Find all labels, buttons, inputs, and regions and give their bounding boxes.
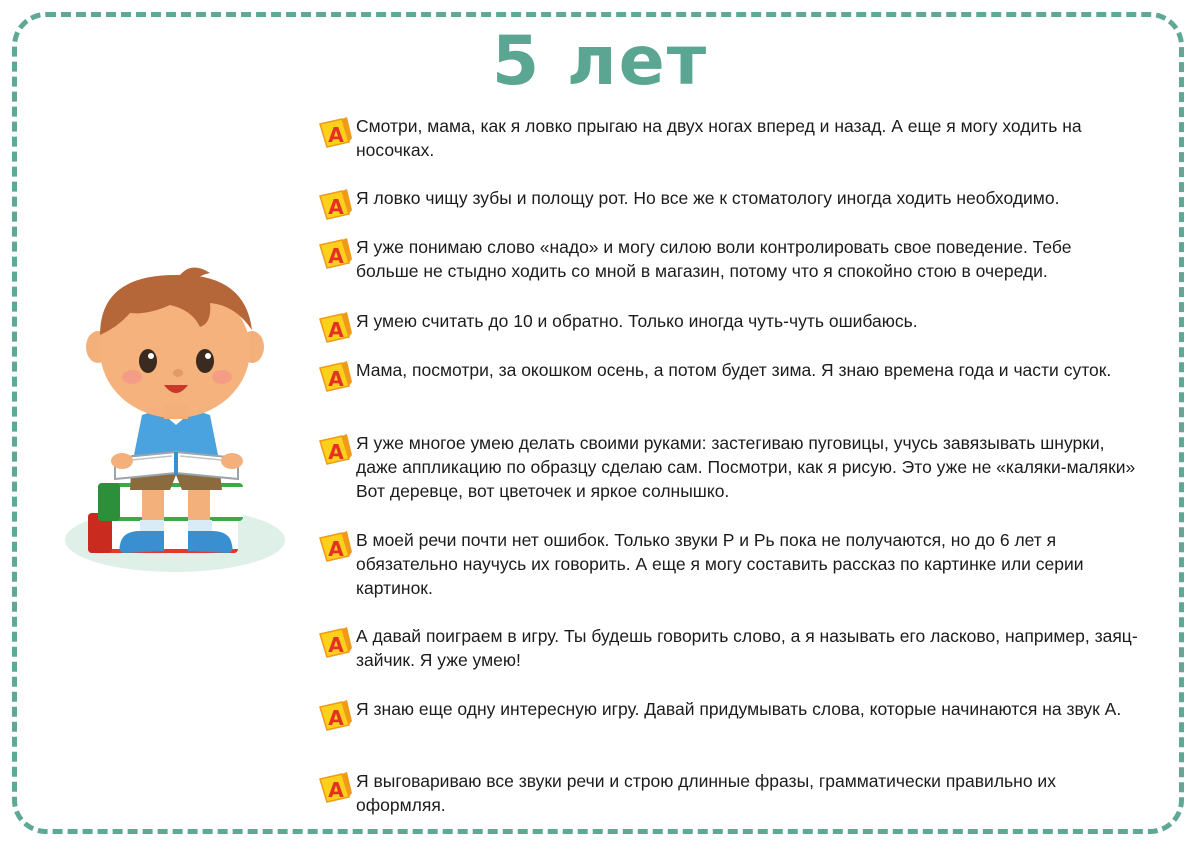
svg-text:A: A <box>328 318 344 342</box>
svg-text:A: A <box>328 244 344 268</box>
letter-a-block-icon <box>318 433 352 467</box>
svg-text:A: A <box>328 778 344 802</box>
letter-a-block-icon <box>318 311 352 345</box>
letter-a-block-icon <box>318 530 352 564</box>
item-text: Я умею считать до 10 и обратно. Только иногда чуть-чуть ошибаюсь. <box>356 311 918 331</box>
page-title: 5 лет <box>491 22 709 101</box>
letter-a-block-icon <box>318 771 352 805</box>
svg-text:A: A <box>328 195 344 219</box>
svg-text:A: A <box>328 367 344 391</box>
item-text: Я знаю еще одну интересную игру. Давай придумывать слова, которые начинаются на звук А. <box>356 699 1122 719</box>
svg-text:A: A <box>328 633 344 657</box>
letter-a-block-icon <box>318 188 352 222</box>
item-text: В моей речи почти нет ошибок. Только звуки Р и Рь пока не получаются, но до 6 лет я обязательно научусь их говорить. А еще я могу составить рассказ по картинке или серии картинок. <box>356 530 1084 598</box>
list-item <box>318 431 1138 503</box>
list-item <box>318 186 1138 222</box>
list-item <box>318 697 1138 733</box>
list-item <box>318 769 1138 817</box>
list-item <box>318 309 1138 345</box>
item-text: Смотри, мама, как я ловко прыгаю на двух ногах вперед и назад. А еще я могу ходить на носочках. <box>356 116 1082 160</box>
item-text: Я ловко чищу зубы и полощу рот. Но все же к стоматологу иногда ходить необходимо. <box>356 188 1060 208</box>
list-item <box>318 114 1138 162</box>
letter-a-block-icon <box>318 237 352 271</box>
letter-a-block-icon <box>318 626 352 660</box>
list-item <box>318 235 1138 283</box>
list-item <box>318 624 1138 672</box>
svg-text:A: A <box>328 537 344 561</box>
boy-reading-on-books-illustration <box>60 265 290 585</box>
svg-text:A: A <box>328 123 344 147</box>
item-text: Я уже многое умею делать своими руками: застегиваю пуговицы, учусь завязывать шнурки, даже аппликацию по образцу сделаю сам. Посмотри, как я рисую. Это уже не «каляки-маляки» Вот деревце, вот цветочек и яркое солнышко. <box>356 433 1136 501</box>
svg-text:A: A <box>328 440 344 464</box>
list-item <box>318 358 1138 394</box>
item-text: Я уже понимаю слово «надо» и могу силою воли контролировать свое поведение. Тебе больше не стыдно ходить со мной в магазин, потому что я спокойно стою в очереди. <box>356 237 1072 281</box>
item-text: А давай поиграем в игру. Ты будешь говорить слово, а я называть его ласково, например, заяц-зайчик. Я уже умею! <box>356 626 1138 670</box>
letter-a-block-icon <box>318 116 352 150</box>
list-item <box>318 528 1138 600</box>
item-text: Мама, посмотри, за окошком осень, а потом будет зима. Я знаю времена года и части суток. <box>356 360 1112 380</box>
item-text: Я выговариваю все звуки речи и строю длинные фразы, грамматически правильно их оформляя. <box>356 771 1056 815</box>
letter-a-block-icon <box>318 360 352 394</box>
svg-text:A: A <box>328 706 344 730</box>
letter-a-block-icon <box>318 699 352 733</box>
